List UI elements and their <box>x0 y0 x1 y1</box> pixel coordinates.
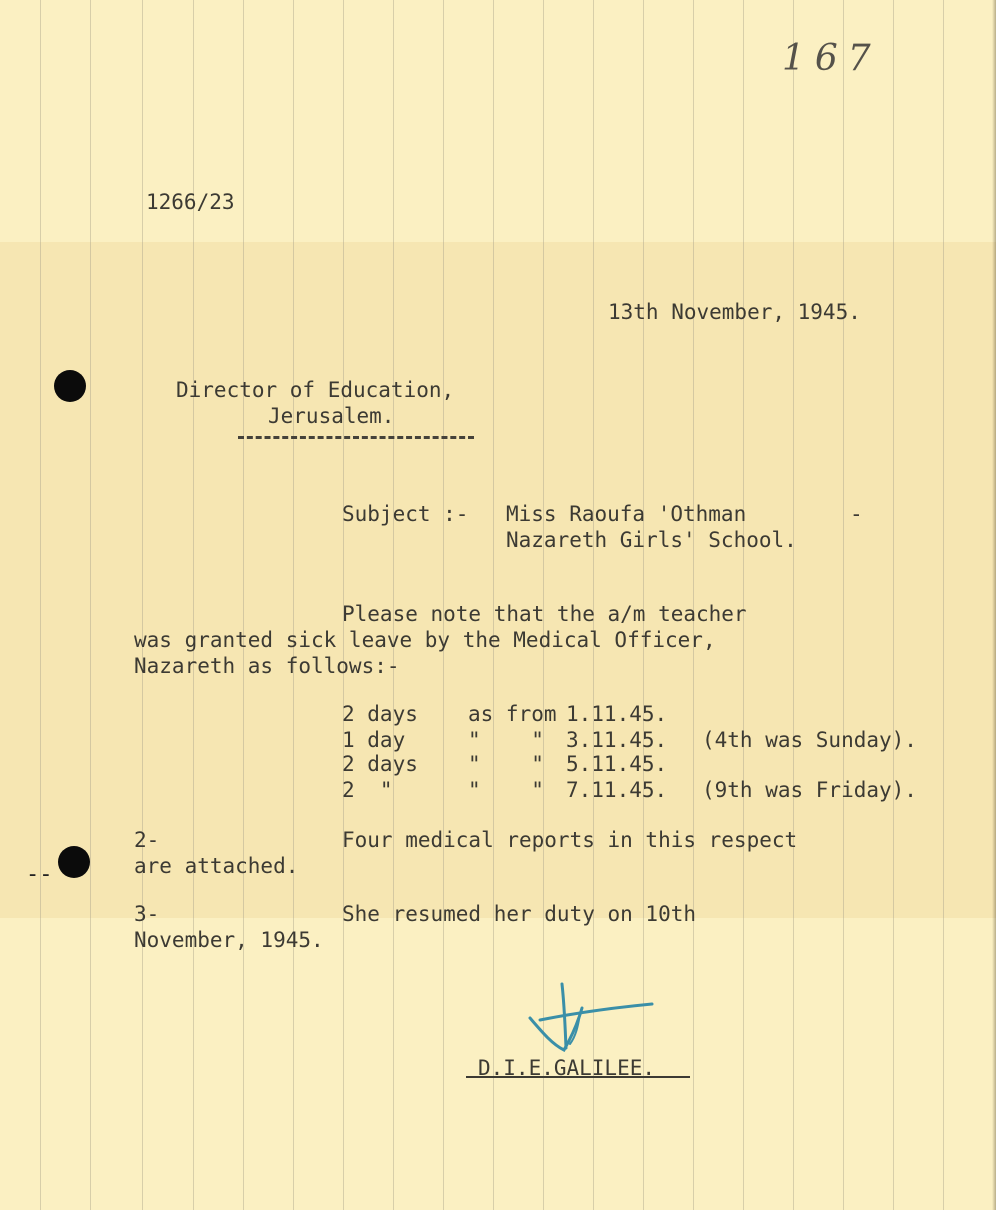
ruled-line <box>943 0 944 1210</box>
para2-line-2: are attached. <box>134 854 299 878</box>
leave-note: (9th was Friday). <box>702 778 917 802</box>
body-line-2: was granted sick leave by the Medical Officer, <box>134 628 716 652</box>
letter-date: 13th November, 1945. <box>608 300 861 324</box>
addressee-underline <box>238 436 474 439</box>
subject-label: Subject :- <box>342 502 469 526</box>
leave-date: 1.11.45. <box>566 702 668 726</box>
signature-block: D.I.E.GALILEE. <box>478 1056 656 1080</box>
signature-underline <box>466 1076 690 1078</box>
body-line-3: Nazareth as follows:- <box>134 654 400 678</box>
handwritten-signature <box>520 978 660 1060</box>
subject-line-1: Miss Raoufa 'Othman <box>506 502 747 526</box>
addressee-line-2: Jerusalem. <box>268 404 395 428</box>
body-line-1: Please note that the a/m teacher <box>342 602 747 626</box>
paper-band <box>0 242 996 918</box>
leave-sep: " " <box>468 752 544 776</box>
ruled-line <box>293 0 294 1210</box>
punch-hole <box>54 370 86 402</box>
punch-hole <box>58 846 90 878</box>
page-edge-shadow <box>992 0 996 1210</box>
reference-number: 1266/23 <box>146 190 235 214</box>
ruled-line <box>843 0 844 1210</box>
leave-days: 2 days <box>342 752 418 776</box>
ruled-line <box>193 0 194 1210</box>
ruled-line <box>793 0 794 1210</box>
leave-days: 1 day <box>342 728 406 752</box>
ruled-line <box>893 0 894 1210</box>
para2-line-1: Four medical reports in this respect <box>342 828 798 852</box>
folio-number: 167 <box>782 38 881 79</box>
para3-number: 3- <box>134 902 160 926</box>
margin-dash-mark: -- <box>26 862 53 887</box>
subject-line-2: Nazareth Girls' School. <box>506 528 797 552</box>
ruled-line <box>142 0 143 1210</box>
leave-date: 3.11.45. <box>566 728 668 752</box>
leave-note: (4th was Sunday). <box>702 728 917 752</box>
ruled-line <box>90 0 91 1210</box>
subject-dash: - <box>850 502 863 526</box>
leave-days: 2 days <box>342 702 418 726</box>
ruled-line <box>243 0 244 1210</box>
leave-date: 7.11.45. <box>566 778 668 802</box>
leave-sep: " " <box>468 728 544 752</box>
leave-sep: as from <box>468 702 557 726</box>
para3-line-1: She resumed her duty on 10th <box>342 902 697 926</box>
para3-line-2: November, 1945. <box>134 928 324 952</box>
leave-days: 2 " <box>342 778 393 802</box>
para2-number: 2- <box>134 828 160 852</box>
ruled-line <box>40 0 41 1210</box>
addressee-line-1: Director of Education, <box>176 378 455 402</box>
leave-sep: " " <box>468 778 544 802</box>
leave-date: 5.11.45. <box>566 752 668 776</box>
